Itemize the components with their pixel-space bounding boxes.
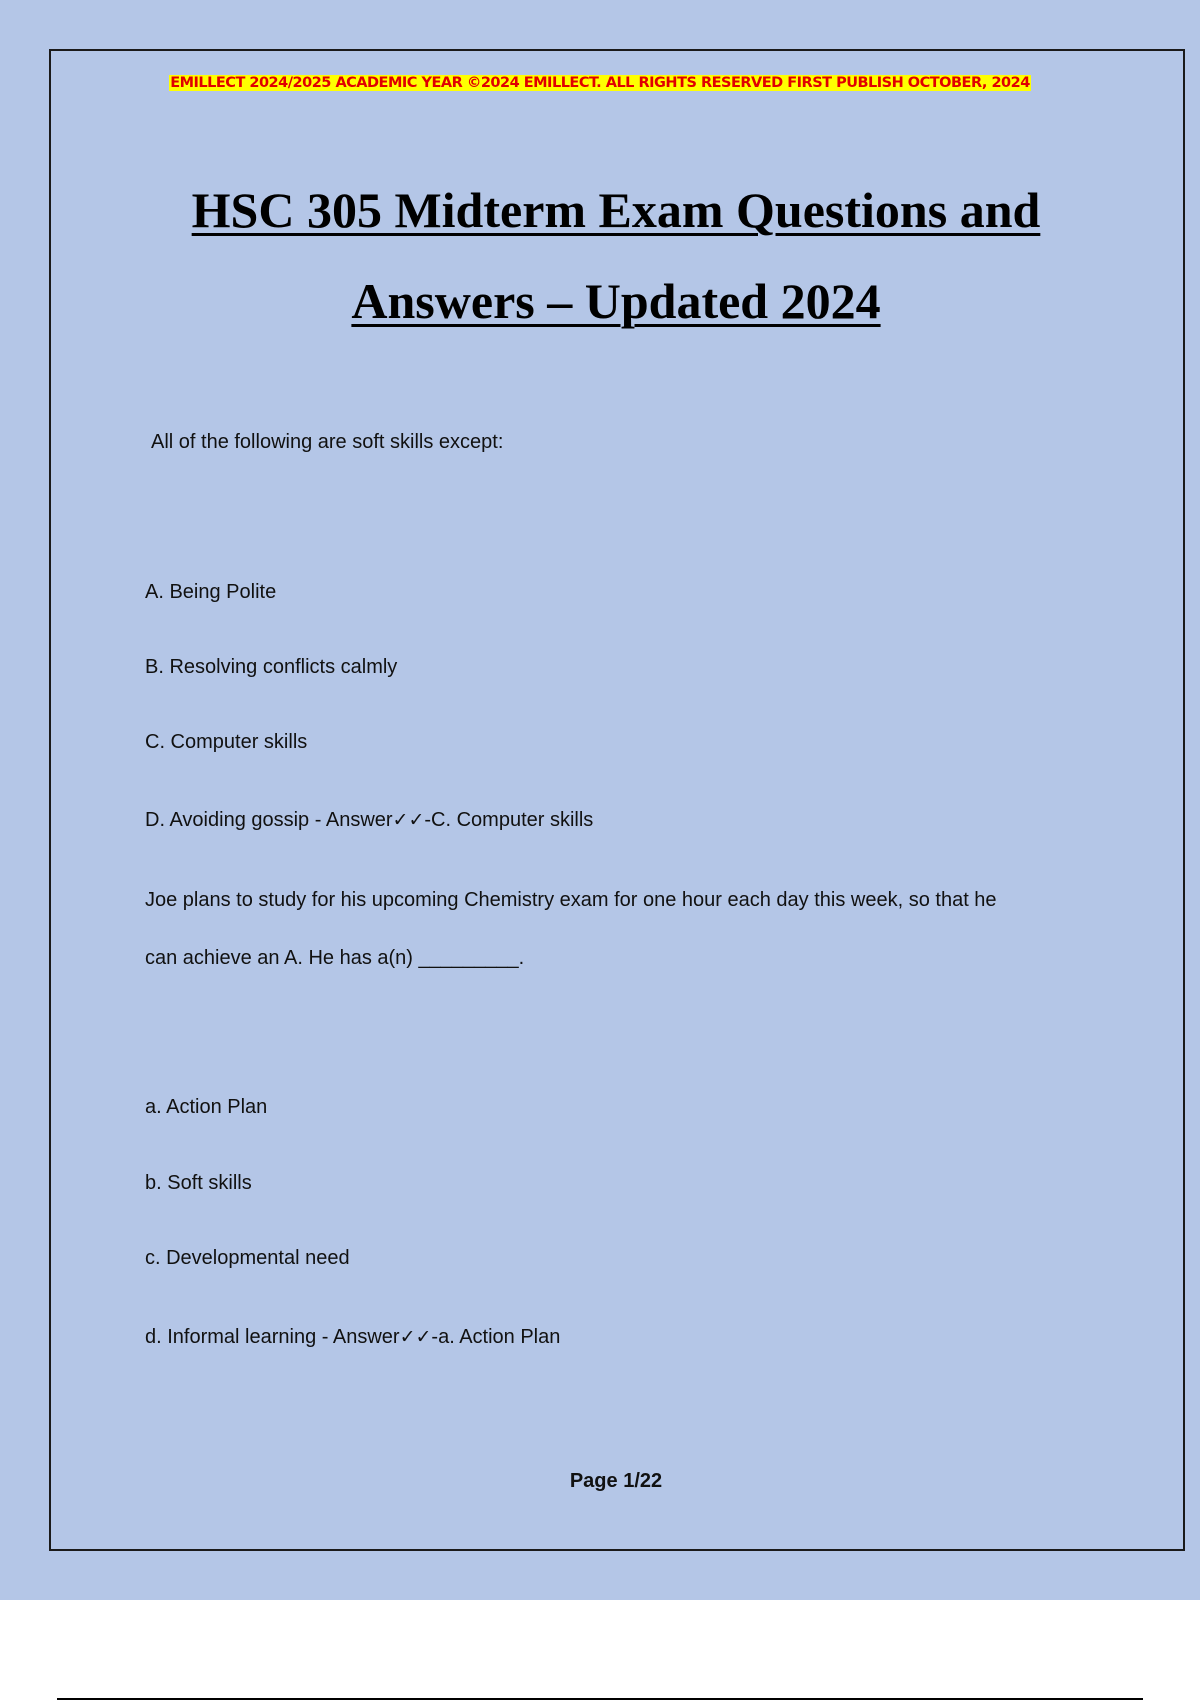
document-title-line-1: HSC 305 Midterm Exam Questions and — [191, 182, 1041, 238]
document-title — [0, 165, 1200, 347]
question-2-answer: -a. Action Plan — [431, 1326, 561, 1348]
question-2-option-a: a. Action Plan — [145, 1096, 268, 1118]
checkmark-icon: ✓✓ — [392, 809, 425, 831]
document-title-line-2: Answers – Updated 2024 — [351, 273, 881, 329]
question-2-option-d-with-answer — [145, 1325, 560, 1349]
question-1-option-d-with-answer — [145, 808, 593, 832]
checkmark-icon: ✓✓ — [399, 1326, 432, 1348]
question-2-option-b: b. Soft skills — [145, 1172, 252, 1194]
question-1-prompt: All of the following are soft skills except: — [151, 431, 504, 453]
question-1-option-d: D. Avoiding gossip - Answer — [145, 809, 393, 831]
question-2-prompt-line-1: Joe plans to study for his upcoming Chemistry exam for one hour each day this week, so that he — [145, 889, 997, 911]
question-1-option-b: B. Resolving conflicts calmly — [145, 656, 398, 678]
question-2-prompt-line-2: can achieve an A. He has a(n) _________. — [145, 947, 525, 969]
question-2-option-d: d. Informal learning - Answer — [145, 1326, 400, 1348]
question-1-answer: -C. Computer skills — [424, 809, 594, 831]
question-1-option-c: C. Computer skills — [145, 731, 308, 753]
copyright-banner — [0, 73, 1200, 93]
question-2-option-c: c. Developmental need — [145, 1247, 350, 1269]
question-1-option-a: A. Being Polite — [145, 581, 277, 603]
copyright-banner-text: EMILLECT 2024/2025 ACADEMIC YEAR ©2024 EMILLECT. ALL RIGHTS RESERVED FIRST PUBLISH OCTOBER, 2024 — [170, 75, 1030, 91]
page-number: Page 1/22 — [569, 1470, 663, 1492]
